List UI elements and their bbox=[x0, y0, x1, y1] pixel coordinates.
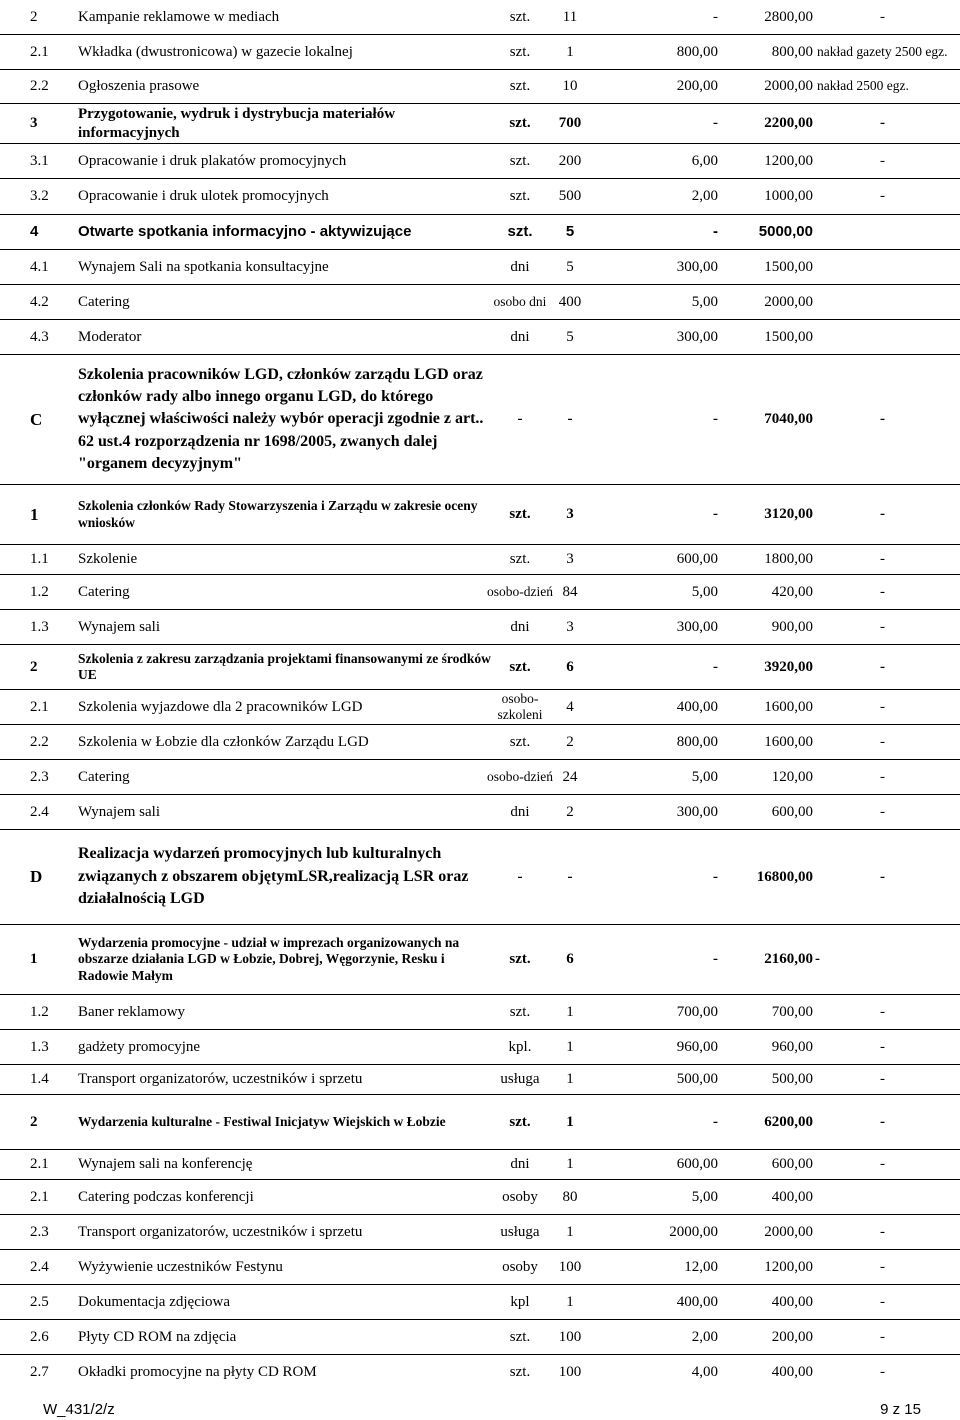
table-row bbox=[0, 0, 960, 35]
row-total: 900,00 bbox=[771, 618, 813, 635]
row-description: Szkolenie bbox=[78, 551, 138, 568]
row-unit: osobo-szkoleni bbox=[497, 690, 543, 722]
row-note: - bbox=[880, 1328, 885, 1345]
row-unit-price: 5,00 bbox=[691, 583, 718, 600]
row-unit-price: 2,00 bbox=[691, 1328, 718, 1345]
row-total: 2160,00 bbox=[764, 951, 813, 968]
row-quantity: 100 bbox=[558, 1328, 582, 1345]
row-description: Wydarzenia kulturalne - Festiwal Inicjatyw Wiejskich w Łobzie bbox=[78, 1113, 446, 1129]
row-number: 1.3 bbox=[30, 618, 49, 635]
row-number: C bbox=[30, 409, 43, 429]
row-number: 4 bbox=[30, 222, 39, 240]
row-description: Wynajem sali na konferencję bbox=[78, 1156, 253, 1173]
row-note: - bbox=[880, 1364, 885, 1381]
row-unit-price: 600,00 bbox=[676, 1156, 718, 1173]
row-total: 6200,00 bbox=[764, 1113, 813, 1130]
table-row bbox=[0, 1320, 960, 1355]
row-unit-price: 300,00 bbox=[676, 328, 718, 345]
table-row bbox=[0, 690, 960, 725]
row-total: 600,00 bbox=[771, 1156, 813, 1173]
row-unit-price: 600,00 bbox=[676, 551, 718, 568]
row-quantity: 24 bbox=[562, 768, 578, 785]
row-number: 1 bbox=[30, 951, 38, 968]
table-row bbox=[0, 575, 960, 610]
row-quantity: 84 bbox=[562, 583, 578, 600]
row-unit: dni bbox=[510, 1156, 530, 1173]
row-number: 2.1 bbox=[30, 43, 49, 60]
row-total: 2200,00 bbox=[764, 115, 813, 132]
row-number: 2 bbox=[30, 8, 38, 25]
row-unit-price: 700,00 bbox=[676, 1003, 718, 1020]
table-row bbox=[0, 725, 960, 760]
row-number: 2.2 bbox=[30, 733, 49, 750]
row-unit: szt. bbox=[509, 78, 531, 95]
row-unit-price: 400,00 bbox=[676, 698, 718, 715]
row-quantity: 6 bbox=[566, 658, 574, 675]
row-note: - bbox=[880, 1223, 885, 1240]
table-row bbox=[0, 104, 960, 144]
table-row bbox=[0, 35, 960, 70]
row-unit: szt. bbox=[509, 1328, 531, 1345]
row-unit-price: 2,00 bbox=[691, 188, 718, 205]
row-description: Płyty CD ROM na zdjęcia bbox=[78, 1328, 237, 1345]
row-unit: kpl bbox=[510, 1293, 530, 1310]
table-row bbox=[0, 760, 960, 795]
row-number: 3 bbox=[30, 115, 38, 132]
row-unit-price: 800,00 bbox=[676, 733, 718, 750]
row-quantity: 1 bbox=[566, 1223, 574, 1240]
row-unit: dni bbox=[510, 258, 530, 275]
row-unit-price: - bbox=[713, 115, 718, 132]
row-unit: osobo-dzień bbox=[487, 583, 553, 599]
row-total: 3120,00 bbox=[764, 506, 813, 523]
row-quantity: 2 bbox=[566, 733, 574, 750]
row-note: - bbox=[880, 618, 885, 635]
row-unit: usługa bbox=[500, 1223, 540, 1240]
row-total: 400,00 bbox=[771, 1188, 813, 1205]
row-unit: szt. bbox=[509, 8, 531, 25]
row-description: gadżety promocyjne bbox=[78, 1038, 201, 1055]
row-number: D bbox=[30, 867, 43, 887]
row-quantity: 1 bbox=[566, 1293, 574, 1310]
row-unit-price: - bbox=[713, 868, 718, 885]
row-description: Wkładka (dwustronicowa) w gazecie lokalnej bbox=[78, 43, 353, 60]
row-unit-price: 4,00 bbox=[691, 1364, 718, 1381]
row-total: 500,00 bbox=[771, 1071, 813, 1088]
row-unit-price: 5,00 bbox=[691, 1188, 718, 1205]
row-description: Opracowanie i druk ulotek promocyjnych bbox=[78, 188, 329, 205]
row-note: - bbox=[880, 1003, 885, 1020]
row-unit-price: 400,00 bbox=[676, 1293, 718, 1310]
row-quantity: 3 bbox=[566, 551, 574, 568]
table-row bbox=[0, 1095, 960, 1150]
row-unit: kpl. bbox=[508, 1038, 532, 1055]
row-description: Szkolenia pracowników LGD, członków zarządu LGD oraz członków rady albo innego organu LGD, do którego wyłącznej właściwości należy wybór operacji zgodnie z art.. 62 ust.4 rozporządzenia nr 1698/2005, zwanych dalej "organem decyzyjnym" bbox=[78, 365, 484, 473]
table-row bbox=[0, 1215, 960, 1250]
row-quantity: 80 bbox=[562, 1188, 578, 1205]
row-description: Baner reklamowy bbox=[78, 1003, 186, 1020]
row-number: 4.1 bbox=[30, 258, 49, 275]
row-unit: szt. bbox=[509, 1364, 531, 1381]
row-quantity: 500 bbox=[558, 188, 582, 205]
row-number: 2.4 bbox=[30, 803, 49, 820]
row-note bbox=[880, 285, 910, 319]
row-description: Catering bbox=[78, 293, 130, 310]
row-quantity: 11 bbox=[562, 8, 578, 25]
row-total: 2800,00 bbox=[764, 8, 813, 25]
row-number: 1.4 bbox=[30, 1071, 49, 1088]
row-note: - bbox=[815, 951, 820, 968]
row-unit-price: - bbox=[713, 658, 718, 675]
row-quantity: 1 bbox=[566, 1071, 574, 1088]
row-description: Wynajem sali bbox=[78, 618, 160, 635]
row-unit-price: 300,00 bbox=[676, 803, 718, 820]
row-unit-price: 300,00 bbox=[676, 258, 718, 275]
row-note bbox=[880, 320, 910, 354]
table-row bbox=[0, 144, 960, 179]
row-unit: szt. bbox=[509, 658, 531, 675]
row-description: Wyżywienie uczestników Festynu bbox=[78, 1258, 283, 1275]
row-total: 2000,00 bbox=[764, 293, 813, 310]
row-unit: szt. bbox=[509, 43, 531, 60]
row-total: 1800,00 bbox=[764, 551, 813, 568]
row-quantity: 400 bbox=[558, 293, 582, 310]
table-row bbox=[0, 610, 960, 645]
row-unit: dni bbox=[510, 328, 530, 345]
row-unit-price: 12,00 bbox=[684, 1258, 718, 1275]
row-number: 2.2 bbox=[30, 78, 49, 95]
row-total: 1500,00 bbox=[764, 258, 813, 275]
table-row bbox=[0, 1150, 960, 1180]
row-description: Okładki promocyjne na płyty CD ROM bbox=[78, 1364, 317, 1381]
row-unit: szt. bbox=[509, 551, 531, 568]
row-quantity: 3 bbox=[566, 618, 574, 635]
row-description: Szkolenia z zakresu zarządzania projektami finansowanymi ze środków UE bbox=[78, 650, 491, 682]
row-total: 120,00 bbox=[771, 768, 813, 785]
row-description: Wynajem Sali na spotkania konsultacyjne bbox=[78, 258, 329, 275]
row-total: 400,00 bbox=[771, 1293, 813, 1310]
row-note: - bbox=[880, 1038, 885, 1055]
row-description: Realizacja wydarzeń promocyjnych lub kulturalnych związanych z obszarem objętymLSR,realizacją LSR oraz działalnością LGD bbox=[78, 845, 469, 908]
row-note: - bbox=[880, 8, 885, 25]
row-description: Opracowanie i druk plakatów promocyjnych bbox=[78, 152, 347, 169]
row-unit: osobo dni bbox=[493, 293, 547, 309]
row-quantity: 1 bbox=[566, 1003, 574, 1020]
row-total: 16800,00 bbox=[756, 868, 813, 885]
table-row bbox=[0, 179, 960, 215]
row-unit-price: 300,00 bbox=[676, 618, 718, 635]
row-total: 1200,00 bbox=[764, 1258, 813, 1275]
row-total: 400,00 bbox=[771, 1364, 813, 1381]
row-description: Przygotowanie, wydruk i dystrybucja materiałów informacyjnych bbox=[78, 105, 396, 141]
row-quantity: 100 bbox=[558, 1258, 582, 1275]
row-unit: szt. bbox=[509, 1003, 531, 1020]
row-note: - bbox=[880, 768, 885, 785]
table-row bbox=[0, 1355, 960, 1390]
row-unit: szt. bbox=[509, 1113, 531, 1130]
row-note bbox=[880, 1180, 910, 1214]
row-number: 2.7 bbox=[30, 1364, 49, 1381]
row-unit: szt. bbox=[509, 506, 531, 523]
row-note: - bbox=[880, 152, 885, 169]
row-total: 420,00 bbox=[771, 583, 813, 600]
table-row bbox=[0, 545, 960, 575]
row-total: 2000,00 bbox=[764, 78, 813, 95]
row-number: 1.1 bbox=[30, 551, 49, 568]
row-note: - bbox=[880, 1293, 885, 1310]
table-row bbox=[0, 250, 960, 285]
row-unit: - bbox=[517, 868, 523, 885]
row-description: Catering bbox=[78, 768, 130, 785]
table-row bbox=[0, 1030, 960, 1065]
row-note: nakład 2500 egz. bbox=[817, 78, 909, 94]
row-total: 7040,00 bbox=[764, 411, 813, 428]
row-note: - bbox=[880, 1156, 885, 1173]
row-description: Ogłoszenia prasowe bbox=[78, 78, 200, 95]
row-description: Catering bbox=[78, 583, 130, 600]
row-total: 600,00 bbox=[771, 803, 813, 820]
row-number: 4.3 bbox=[30, 328, 49, 345]
row-unit-price: 6,00 bbox=[691, 152, 718, 169]
row-description: Otwarte spotkania informacyjno - aktywizujące bbox=[78, 222, 412, 240]
row-number: 2.3 bbox=[30, 768, 49, 785]
row-number: 1.2 bbox=[30, 583, 49, 600]
row-number: 4.2 bbox=[30, 293, 49, 310]
row-total: 2000,00 bbox=[764, 1223, 813, 1240]
row-unit-price: - bbox=[713, 222, 718, 240]
row-unit: szt. bbox=[509, 152, 531, 169]
row-quantity: 5 bbox=[565, 222, 575, 240]
row-unit: osobo-dzień bbox=[487, 768, 553, 784]
row-note: - bbox=[880, 868, 885, 885]
row-total: 1600,00 bbox=[764, 698, 813, 715]
row-description: Szkolenia wyjazdowe dla 2 pracowników LGD bbox=[78, 698, 363, 715]
table-row bbox=[0, 485, 960, 545]
row-unit-price: 200,00 bbox=[676, 78, 718, 95]
row-quantity: 1 bbox=[566, 43, 574, 60]
row-number: 2.3 bbox=[30, 1223, 49, 1240]
row-quantity: 3 bbox=[566, 506, 574, 523]
table-row bbox=[0, 1065, 960, 1095]
table-row bbox=[0, 355, 960, 485]
row-quantity: 700 bbox=[558, 115, 582, 132]
row-note: - bbox=[880, 583, 885, 600]
row-note: - bbox=[880, 506, 885, 523]
row-note: - bbox=[880, 115, 885, 132]
row-quantity: 2 bbox=[566, 803, 574, 820]
row-total: 3920,00 bbox=[764, 658, 813, 675]
row-quantity: 1 bbox=[566, 1038, 574, 1055]
row-unit-price: 2000,00 bbox=[669, 1223, 718, 1240]
row-quantity: 6 bbox=[566, 951, 574, 968]
row-description: Kampanie reklamowe w mediach bbox=[78, 8, 280, 25]
table-row bbox=[0, 70, 960, 104]
row-note: - bbox=[880, 658, 885, 675]
row-description: Szkolenia członków Rady Stowarzyszenia i Zarządu w zakresie oceny wniosków bbox=[78, 498, 478, 530]
row-unit-price: 960,00 bbox=[676, 1038, 718, 1055]
row-unit-price: - bbox=[713, 8, 718, 25]
row-quantity: - bbox=[567, 868, 573, 885]
row-number: 2.1 bbox=[30, 1156, 49, 1173]
row-unit: usługa bbox=[500, 1071, 540, 1088]
document-code: W_431/2/z bbox=[43, 1401, 115, 1418]
table-row bbox=[0, 995, 960, 1030]
table-row bbox=[0, 320, 960, 355]
row-unit: - bbox=[517, 411, 523, 428]
row-unit-price: 5,00 bbox=[691, 768, 718, 785]
row-description: Dokumentacja zdjęciowa bbox=[78, 1293, 231, 1310]
row-total: 1000,00 bbox=[764, 188, 813, 205]
row-description: Szkolenia w Łobzie dla członków Zarządu LGD bbox=[78, 733, 369, 750]
row-note: - bbox=[880, 551, 885, 568]
page-footer bbox=[0, 1400, 960, 1420]
row-description: Transport organizatorów, uczestników i sprzetu bbox=[78, 1223, 363, 1240]
row-note: - bbox=[880, 1071, 885, 1088]
row-number: 3.1 bbox=[30, 152, 49, 169]
row-description: Wynajem sali bbox=[78, 803, 160, 820]
row-quantity: - bbox=[567, 411, 573, 428]
row-unit: szt. bbox=[509, 115, 531, 132]
row-unit: osoby bbox=[502, 1188, 538, 1205]
row-note: - bbox=[880, 733, 885, 750]
row-unit: szt. bbox=[509, 733, 531, 750]
row-unit: dni bbox=[510, 803, 530, 820]
row-note bbox=[880, 250, 910, 284]
row-quantity: 1 bbox=[566, 1156, 574, 1173]
row-unit-price: 500,00 bbox=[676, 1071, 718, 1088]
row-total: 200,00 bbox=[771, 1328, 813, 1345]
row-unit: szt. bbox=[507, 222, 533, 240]
table-row bbox=[0, 645, 960, 690]
row-description: Wydarzenia promocyjne - udział w imprezach organizowanych na obszarze działania LGD w Łobzie, Dobrej, Węgorzynie, Resku i Radowie Małym bbox=[78, 935, 460, 983]
row-number: 2 bbox=[30, 1113, 38, 1130]
row-note bbox=[880, 215, 910, 249]
table-row bbox=[0, 925, 960, 995]
row-quantity: 10 bbox=[562, 78, 578, 95]
row-total: 700,00 bbox=[771, 1003, 813, 1020]
row-number: 1 bbox=[30, 504, 39, 524]
table-row bbox=[0, 830, 960, 925]
row-total: 1600,00 bbox=[764, 733, 813, 750]
row-number: 1.3 bbox=[30, 1038, 49, 1055]
row-note: nakład gazety 2500 egz. bbox=[817, 43, 948, 59]
row-quantity: 4 bbox=[566, 698, 574, 715]
row-note: - bbox=[880, 698, 885, 715]
row-number: 3.2 bbox=[30, 188, 49, 205]
row-quantity: 5 bbox=[566, 258, 574, 275]
row-description: Moderator bbox=[78, 328, 142, 345]
row-total: 1200,00 bbox=[764, 152, 813, 169]
row-unit: dni bbox=[510, 618, 530, 635]
row-unit-price: 5,00 bbox=[691, 293, 718, 310]
row-number: 2.1 bbox=[30, 1188, 49, 1205]
row-unit-price: - bbox=[713, 1113, 718, 1130]
table-row bbox=[0, 1180, 960, 1215]
row-note: - bbox=[880, 1258, 885, 1275]
row-quantity: 100 bbox=[558, 1364, 582, 1381]
row-number: 2.5 bbox=[30, 1293, 49, 1310]
row-note: - bbox=[880, 1113, 885, 1130]
page-number: 9 z 15 bbox=[880, 1401, 921, 1418]
table-row bbox=[0, 1285, 960, 1320]
row-unit-price: - bbox=[713, 951, 718, 968]
row-total: 800,00 bbox=[771, 43, 813, 60]
table-row bbox=[0, 215, 960, 250]
row-number: 2.6 bbox=[30, 1328, 49, 1345]
row-quantity: 200 bbox=[558, 152, 582, 169]
row-note: - bbox=[880, 188, 885, 205]
row-number: 2.4 bbox=[30, 1258, 49, 1275]
row-description: Catering podczas konferencji bbox=[78, 1188, 254, 1205]
row-note: - bbox=[880, 803, 885, 820]
row-quantity: 1 bbox=[566, 1113, 574, 1130]
row-description: Transport organizatorów, uczestników i sprzetu bbox=[78, 1071, 363, 1088]
row-number: 2 bbox=[30, 658, 38, 675]
table-row bbox=[0, 795, 960, 830]
row-note: - bbox=[880, 411, 885, 428]
row-number: 1.2 bbox=[30, 1003, 49, 1020]
row-total: 960,00 bbox=[771, 1038, 813, 1055]
row-unit-price: - bbox=[713, 411, 718, 428]
row-total: 1500,00 bbox=[764, 328, 813, 345]
table-row bbox=[0, 285, 960, 320]
row-quantity: 5 bbox=[566, 328, 574, 345]
row-unit: szt. bbox=[509, 951, 531, 968]
table-row bbox=[0, 1250, 960, 1285]
row-unit-price: 800,00 bbox=[676, 43, 718, 60]
row-unit: szt. bbox=[509, 188, 531, 205]
row-number: 2.1 bbox=[30, 698, 49, 715]
row-total: 5000,00 bbox=[758, 222, 813, 240]
row-unit-price: - bbox=[713, 506, 718, 523]
row-unit: osoby bbox=[502, 1258, 538, 1275]
